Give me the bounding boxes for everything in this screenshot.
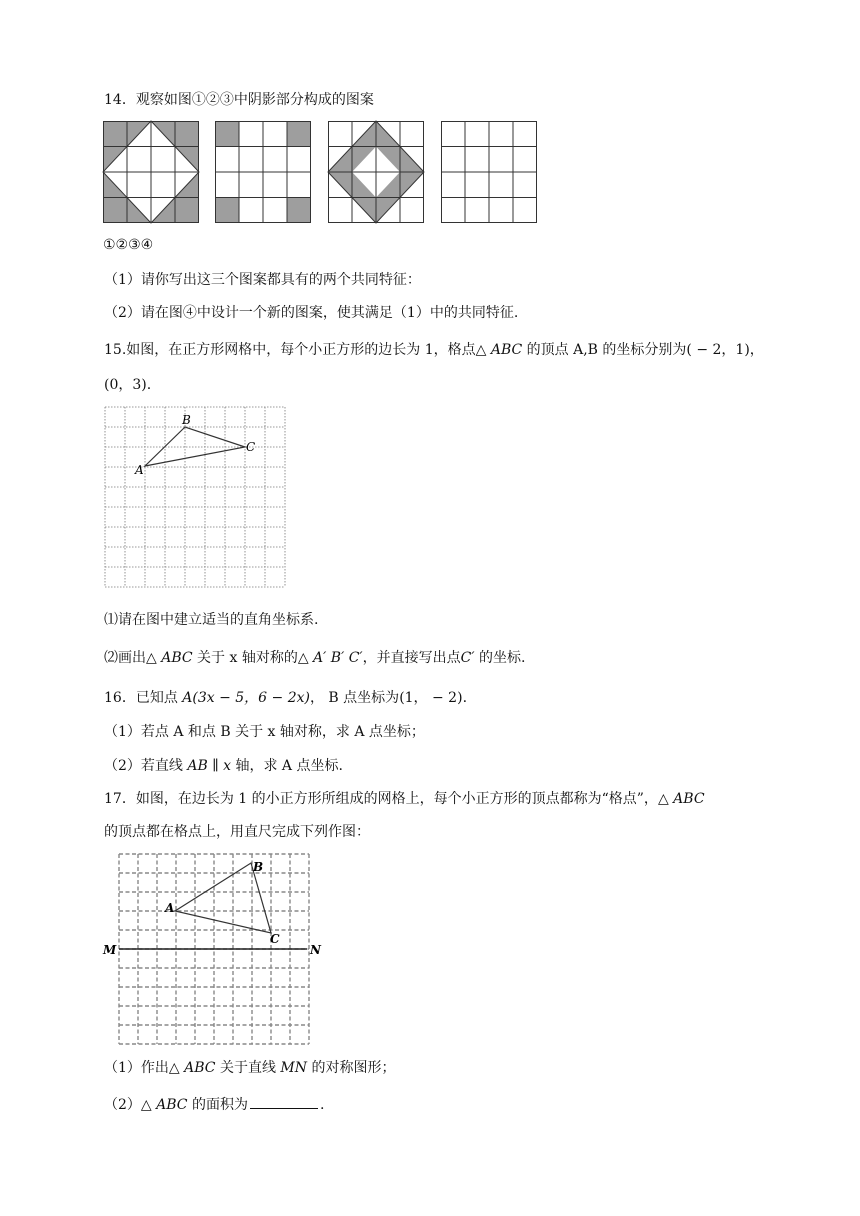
q15-part2-point: C′ xyxy=(460,650,475,666)
q17-part1-mn: MN xyxy=(280,1060,308,1076)
q16-part1: （1）若点 A 和点 B 关于 x 轴对称，求 A 点坐标； xyxy=(104,724,425,740)
q16-part2-math: AB ∥ x xyxy=(187,758,232,774)
q15-stem-line1 xyxy=(104,340,764,360)
q17-part1 xyxy=(104,1058,395,1078)
q17-stem-line2: 的顶点都在格点上，用直尺完成下列作图： xyxy=(104,824,370,840)
q14-title: 14．观察如图①②③中阴影部分构成的图案 xyxy=(104,92,374,108)
q15-part2-text-c: ，并直接写出点 xyxy=(362,650,461,666)
q17-part1-b: 关于直线 xyxy=(215,1060,281,1076)
q17-part2-tri: △ ABC xyxy=(140,1097,188,1113)
q17-triangle-abc: △ ABC xyxy=(657,791,705,807)
q16-part2 xyxy=(104,756,343,776)
q15-stem-text: 15.如图，在正方形网格中，每个小正方形的边长为 1，格点 xyxy=(104,342,476,358)
q16-stem-b: ， B 点坐标为 xyxy=(309,690,400,706)
q15-part2-text-d: 的坐标. xyxy=(474,650,526,666)
q16-point-a: A(3x − 5，6 − 2x) xyxy=(182,690,310,706)
q15-label-a: A xyxy=(135,463,144,477)
q17-part2 xyxy=(104,1094,324,1115)
q14-figure-4 xyxy=(441,121,537,223)
q17-part1-a: （1）作出 xyxy=(104,1060,169,1076)
q17-label-c: C xyxy=(270,932,280,946)
q15-stem-text2: 的顶点 A,B 的坐标分别为 xyxy=(522,342,687,358)
q16-stem-c: . xyxy=(462,690,468,706)
q17-grid-figure xyxy=(103,854,323,1044)
q15-triangle-abc: △ ABC xyxy=(475,342,523,358)
q16-part2-b: 轴，求 A 点坐标. xyxy=(231,758,343,774)
q17-answer-blank[interactable] xyxy=(250,1094,318,1109)
q15-label-c: C xyxy=(246,440,256,454)
q14-figure-3 xyxy=(328,121,424,223)
q17-part2-a: （2） xyxy=(104,1097,141,1113)
q14-figure-1 xyxy=(103,121,199,223)
q15-stem-line2: (0，3). xyxy=(104,377,152,393)
q16-stem xyxy=(104,688,467,708)
q17-stem-line1 xyxy=(104,789,705,809)
q15-part2-tri: △ ABC xyxy=(146,650,193,666)
q17-label-m: M xyxy=(103,943,117,957)
q15-part2-text-a: ⑵画出 xyxy=(104,650,146,666)
q16-stem-a: 16．已知点 xyxy=(104,690,183,706)
q15-label-b: B xyxy=(182,413,191,427)
q17-part1-tri: △ ABC xyxy=(168,1060,216,1076)
q14-figure-labels: ①②③④ xyxy=(103,237,154,253)
q15-triangle xyxy=(145,427,245,466)
q17-stem-text: 17．如图，在边长为 1 的小正方形所组成的网格上，每个小正方形的顶点都称为“格点”， xyxy=(104,791,658,807)
q14-part1: （1）请你写出这三个图案都具有的两个共同特征： xyxy=(104,272,421,288)
q15-grid-figure xyxy=(105,407,285,587)
q17-label-a: A xyxy=(165,901,175,915)
q15-part2-text-b: 关于 x 轴对称的 xyxy=(192,650,298,666)
q15-part2 xyxy=(104,648,525,668)
q14-figure-2 xyxy=(215,121,311,223)
q15-coord-a: ( − 2，1)， xyxy=(686,342,764,358)
q15-part2-tri2: △ A′ B′ C′ xyxy=(297,650,363,666)
q17-part1-c: 的对称图形； xyxy=(307,1060,396,1076)
q16-part2-a: （2）若直线 xyxy=(104,758,188,774)
q14-part2: （2）请在图④中设计一个新的图案，使其满足（1）中的共同特征. xyxy=(104,305,519,321)
q17-part2-c: . xyxy=(319,1097,325,1113)
q15-part1: ⑴请在图中建立适当的直角坐标系. xyxy=(104,612,319,628)
q16-point-b: (1， − 2) xyxy=(399,690,463,706)
q17-part2-b: 的面积为 xyxy=(187,1097,248,1113)
q17-label-n: N xyxy=(310,943,321,957)
q17-label-b: B xyxy=(253,860,264,874)
